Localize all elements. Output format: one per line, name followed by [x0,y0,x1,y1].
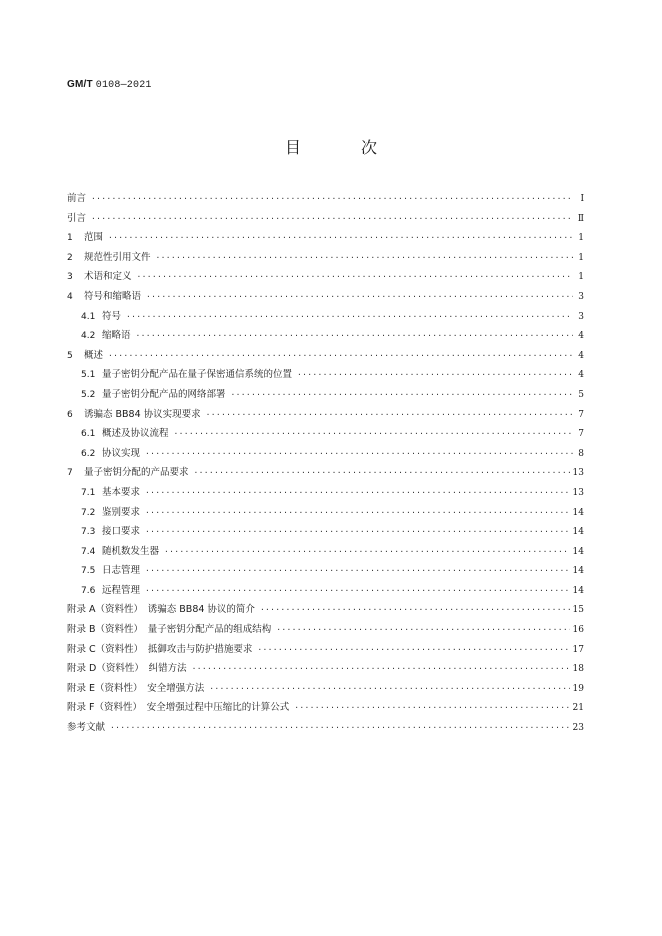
toc-entry[interactable] [67,581,584,601]
toc-entry-number: 6 [67,409,73,420]
toc-entry-number: 7.2 [81,507,96,518]
toc-entry-title: 参考文献 [67,722,106,734]
standard-prefix: GM/T [67,79,93,90]
toc-entry-page: 5 [578,389,584,400]
toc-entry-title: 概述 [84,349,104,361]
toc-dot-leader [174,424,573,444]
toc-entry-number: 4 [67,291,73,302]
toc-entry[interactable] [67,718,584,738]
toc-entry[interactable] [67,267,584,287]
toc-entry-title: 概述及协议流程 [102,428,169,440]
toc-entry-page: 4 [578,350,584,361]
toc-entry[interactable] [67,620,584,640]
toc-entry-number: 1 [67,233,73,244]
toc-entry-title: 符号和缩略语 [84,290,142,302]
toc-entry-title: 符号 [102,310,122,322]
toc-entry[interactable] [67,346,584,366]
toc-dot-leader [145,522,570,542]
toc-entry-title: 附录 B（资料性） 量子密钥分配产品的组成结构 [67,624,272,636]
toc-dot-leader [297,365,573,385]
toc-dot-leader [137,267,573,287]
toc-dot-leader [108,228,573,248]
toc-entry-number: 5.1 [81,370,96,381]
toc-entry[interactable] [67,561,584,581]
standard-number: 0108—2021 [95,80,152,91]
toc-dot-leader [231,385,573,405]
toc-entry-page: 4 [578,331,584,342]
toc-dot-leader [294,698,569,718]
toc-entry-number: 6.1 [81,429,96,440]
toc-entry[interactable] [67,287,584,307]
toc-dot-leader [164,542,570,562]
toc-entry-title: 引言 [67,212,87,224]
standard-code [67,79,152,91]
toc-entry-number: 6.2 [81,448,96,459]
toc-dot-leader [110,718,570,738]
toc-entry[interactable] [67,679,584,699]
toc-dot-leader [145,483,570,503]
toc-entry[interactable] [67,444,584,464]
toc-entry-number: 7 [67,468,73,479]
toc-entry[interactable] [67,405,584,425]
toc-entry-number: 3 [67,272,73,283]
toc-entry-title: 规范性引用文件 [84,251,151,263]
toc-entry-title: 远程管理 [102,584,141,596]
toc-entry-title: 术语和定义 [84,271,132,283]
toc-entry[interactable] [67,209,584,229]
toc-entry-title: 量子密钥分配产品的网络部署 [102,388,226,400]
toc-entry-title: 附录 D（资料性） 纠错方法 [67,663,187,675]
toc-entry-page: 16 [572,625,584,636]
toc-entry-title: 接口要求 [102,526,141,538]
toc-entry-page: 13 [572,487,584,498]
toc-dot-leader [145,581,570,601]
toc-entry-page: 4 [578,370,584,381]
toc-entry-page: 17 [572,644,584,655]
toc-entry-page: 3 [578,311,584,322]
toc-entry-page: 23 [572,723,584,734]
toc-entry[interactable] [67,424,584,444]
toc-entry-page: 8 [578,448,584,459]
toc-entry-page: 1 [578,233,584,244]
toc-entry[interactable] [67,659,584,679]
toc-entry[interactable] [67,698,584,718]
toc-entry[interactable] [67,365,584,385]
toc-entry-page: 21 [572,703,584,714]
toc-entry-title: 随机数发生器 [102,545,160,557]
toc-entry-page: 3 [578,291,584,302]
toc-entry-page: 14 [572,507,584,518]
toc-entry-number: 4.1 [81,311,96,322]
toc-entry-page: 14 [572,566,584,577]
toc-entry[interactable] [67,600,584,620]
toc-dot-leader [156,248,573,268]
toc-entry-page: 7 [578,429,584,440]
page-title: 目 次 [284,138,399,157]
toc-entry-title: 量子密钥分配的产品要求 [84,467,189,479]
toc-entry-title: 协议实现 [102,447,141,459]
toc-entry[interactable] [67,189,584,209]
toc-entry-page: 14 [572,527,584,538]
toc-entry-page: 15 [572,605,584,616]
toc-entry[interactable] [67,503,584,523]
toc-entry-page: Ⅰ [580,194,584,204]
toc-entry-title: 量子密钥分配产品在量子保密通信系统的位置 [102,369,293,381]
toc-entry-number: 7.4 [81,546,96,557]
toc-entry-number: 5.2 [81,389,96,400]
toc-entry[interactable] [67,385,584,405]
toc-entry-page: 14 [572,585,584,596]
toc-entry-number: 7.3 [81,527,96,538]
toc-entry-title: 缩略语 [102,330,131,342]
toc-entry-title: 附录 F（资料性） 安全增强过程中压缩比的计算公式 [67,702,290,714]
toc-entry-number: 7.1 [81,487,96,498]
toc-dot-leader [126,307,573,327]
toc-entry[interactable] [67,483,584,503]
toc-entry[interactable] [67,307,584,327]
toc-dot-leader [209,679,569,699]
toc-entry[interactable] [67,463,584,483]
toc-dot-leader [257,640,569,660]
toc-dot-leader [108,346,573,366]
toc-entry-number: 4.2 [81,331,96,342]
toc-entry[interactable] [67,326,584,346]
toc-entry-page: 1 [578,272,584,283]
toc-dot-leader [91,209,573,229]
toc-entry-number: 7.5 [81,566,96,577]
toc-entry-page: 13 [572,468,584,479]
toc-entry[interactable] [67,640,584,660]
toc-entry-page: 14 [572,546,584,557]
toc-entry-number: 7.6 [81,585,96,596]
toc-entry-page: 7 [578,409,584,420]
toc-entry-page: 19 [572,683,584,694]
toc-entry[interactable] [67,248,584,268]
toc-entry-title: 范围 [84,232,104,244]
toc-dot-leader [91,189,573,209]
toc-entry-title: 附录 C（资料性） 抵御攻击与防护措施要求 [67,643,253,655]
toc-dot-leader [260,600,570,620]
toc-dot-leader [145,561,570,581]
toc-dot-leader [145,444,573,464]
toc-dot-leader [194,463,570,483]
toc-entry-number: 5 [67,350,73,361]
toc-entry[interactable] [67,228,584,248]
toc-dot-leader [206,405,573,425]
toc-dot-leader [192,659,570,679]
toc-dot-leader [136,326,573,346]
toc-dot-leader [276,620,569,640]
toc-entry-title: 前言 [67,193,87,204]
toc-entry-page: 1 [578,252,584,263]
toc-entry-title: 基本要求 [102,486,141,498]
table-of-contents [67,189,584,738]
toc-entry-page: Ⅱ [577,213,584,224]
toc-entry[interactable] [67,542,584,562]
toc-dot-leader [145,503,570,523]
toc-entry-title: 鉴别要求 [102,506,141,518]
toc-entry-title: 诱骗态 BB84 协议实现要求 [84,408,201,420]
toc-entry-title: 附录 A（资料性） 诱骗态 BB84 协议的简介 [67,604,255,616]
toc-entry-title: 日志管理 [102,565,141,577]
toc-dot-leader [146,287,573,307]
toc-entry-number: 2 [67,252,73,263]
toc-entry[interactable] [67,522,584,542]
toc-entry-title: 附录 E（资料性） 安全增强方法 [67,682,205,694]
toc-entry-page: 18 [572,664,584,675]
